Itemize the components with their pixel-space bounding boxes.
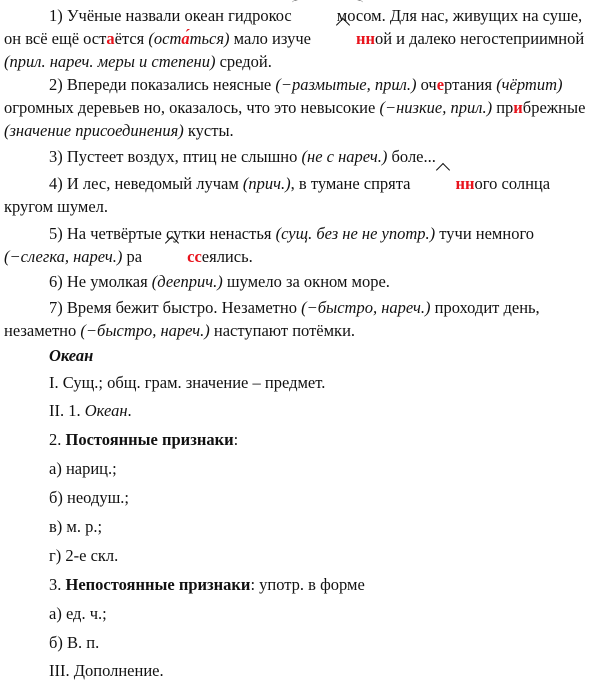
text: наступают потёмки. (209, 321, 356, 340)
analysis-line (49, 574, 365, 596)
analysis-line: б) В. п. (49, 633, 100, 652)
suffix-hat (142, 245, 202, 268)
text: оч (416, 75, 437, 94)
analysis-line: III. Дополнение. (49, 661, 164, 680)
highlight-letter: а (106, 29, 115, 48)
text: 4) И лес, неведомый лучам (49, 174, 243, 193)
analysis-line (49, 429, 238, 451)
text: : употр. в форме (250, 575, 365, 594)
text: ого солнца кругом шумел. (4, 174, 551, 216)
text: брежные (522, 98, 586, 117)
text: мало изуче (229, 29, 311, 48)
text: 3) Пустеет воздух, птиц не слышно (49, 147, 302, 166)
text: : (233, 430, 239, 449)
text: кусты. (183, 121, 234, 140)
text: ётся (114, 29, 149, 48)
text: (ост (148, 29, 182, 48)
text: шумело за окном море. (222, 272, 390, 291)
text: , в тумане спрята (290, 174, 411, 193)
text: . (127, 401, 132, 420)
sentence-2 (4, 73, 596, 142)
text: 5) На четвёртые сутки ненастья (49, 224, 276, 243)
text: еялись. (201, 247, 253, 266)
note: (прил. нареч. меры и степени) (4, 52, 216, 71)
text: 6) Не умолкая (49, 272, 152, 291)
note: (не с нареч.) (301, 147, 388, 166)
highlight-letter: е (436, 75, 445, 94)
text: Океан (84, 401, 128, 420)
text: 1) Учёные назвали океан гидрокос (49, 6, 292, 25)
text: 2) Впереди показались неясные (49, 75, 276, 94)
text: ртания (444, 75, 497, 94)
highlight-letter: нн (455, 174, 475, 193)
text: пр (492, 98, 514, 117)
text: II. 1. (49, 401, 85, 420)
note: (сущ. без не не употр.) (275, 224, 436, 243)
text: ться) (189, 29, 230, 48)
note: (значение присоединения) (4, 121, 184, 140)
root-arc (292, 4, 363, 27)
highlight-letter: нн (355, 29, 375, 48)
text: мос (336, 6, 364, 25)
highlight-letter: сс (187, 247, 202, 266)
text: тучи немного (435, 224, 535, 243)
text: ом. Для нас, живущих на суше, он всё ещё ост (4, 6, 583, 48)
suffix-hat (411, 172, 475, 195)
note: (−быстро, нареч.) (301, 298, 431, 317)
text: 2. (49, 430, 66, 449)
note: (−слегка, нареч.) (4, 247, 123, 266)
suffix-hat (311, 27, 375, 50)
text: огромных деревьев но, оказалось, что это невысокие (4, 98, 380, 117)
text: Непостоянные признаки (65, 575, 251, 594)
note (148, 29, 229, 48)
text: боле... (387, 147, 436, 166)
note: (−размытые, прил.) (275, 75, 417, 94)
sentence-5 (4, 222, 596, 268)
highlight-letter: а́ (181, 29, 190, 48)
sentence-6 (4, 270, 596, 293)
analysis-line: б) неодуш.; (49, 488, 130, 507)
text: 7) Время бежит быстро. Незаметно (49, 298, 302, 317)
analysis-line: г) 2-е скл. (49, 546, 119, 565)
sentence-4 (4, 172, 596, 218)
note: (дееприч.) (151, 272, 223, 291)
note: (прич.) (242, 174, 291, 193)
text: 3. (49, 575, 66, 594)
analysis-heading: Океан (49, 346, 94, 365)
text: ра (122, 247, 143, 266)
analysis-line (49, 400, 132, 422)
sentence-7 (4, 296, 596, 342)
note: (−низкие, прил.) (379, 98, 493, 117)
sentence-1 (4, 4, 596, 73)
text: проходит день, незаметно (4, 298, 540, 340)
highlight-letter: и (513, 98, 523, 117)
text: средой. (215, 52, 272, 71)
note: (чёртит) (496, 75, 563, 94)
sentence-3 (4, 145, 596, 168)
analysis-line: а) ед. ч.; (49, 604, 107, 623)
text: Постоянные признаки (65, 430, 234, 449)
text: ой и далеко негостеприимной (374, 29, 585, 48)
analysis-line: а) нариц.; (49, 459, 117, 478)
analysis-line: в) м. р.; (49, 517, 103, 536)
note: (−быстро, нареч.) (80, 321, 210, 340)
analysis-line: I. Сущ.; общ. грам. значение – предмет. (49, 373, 326, 392)
